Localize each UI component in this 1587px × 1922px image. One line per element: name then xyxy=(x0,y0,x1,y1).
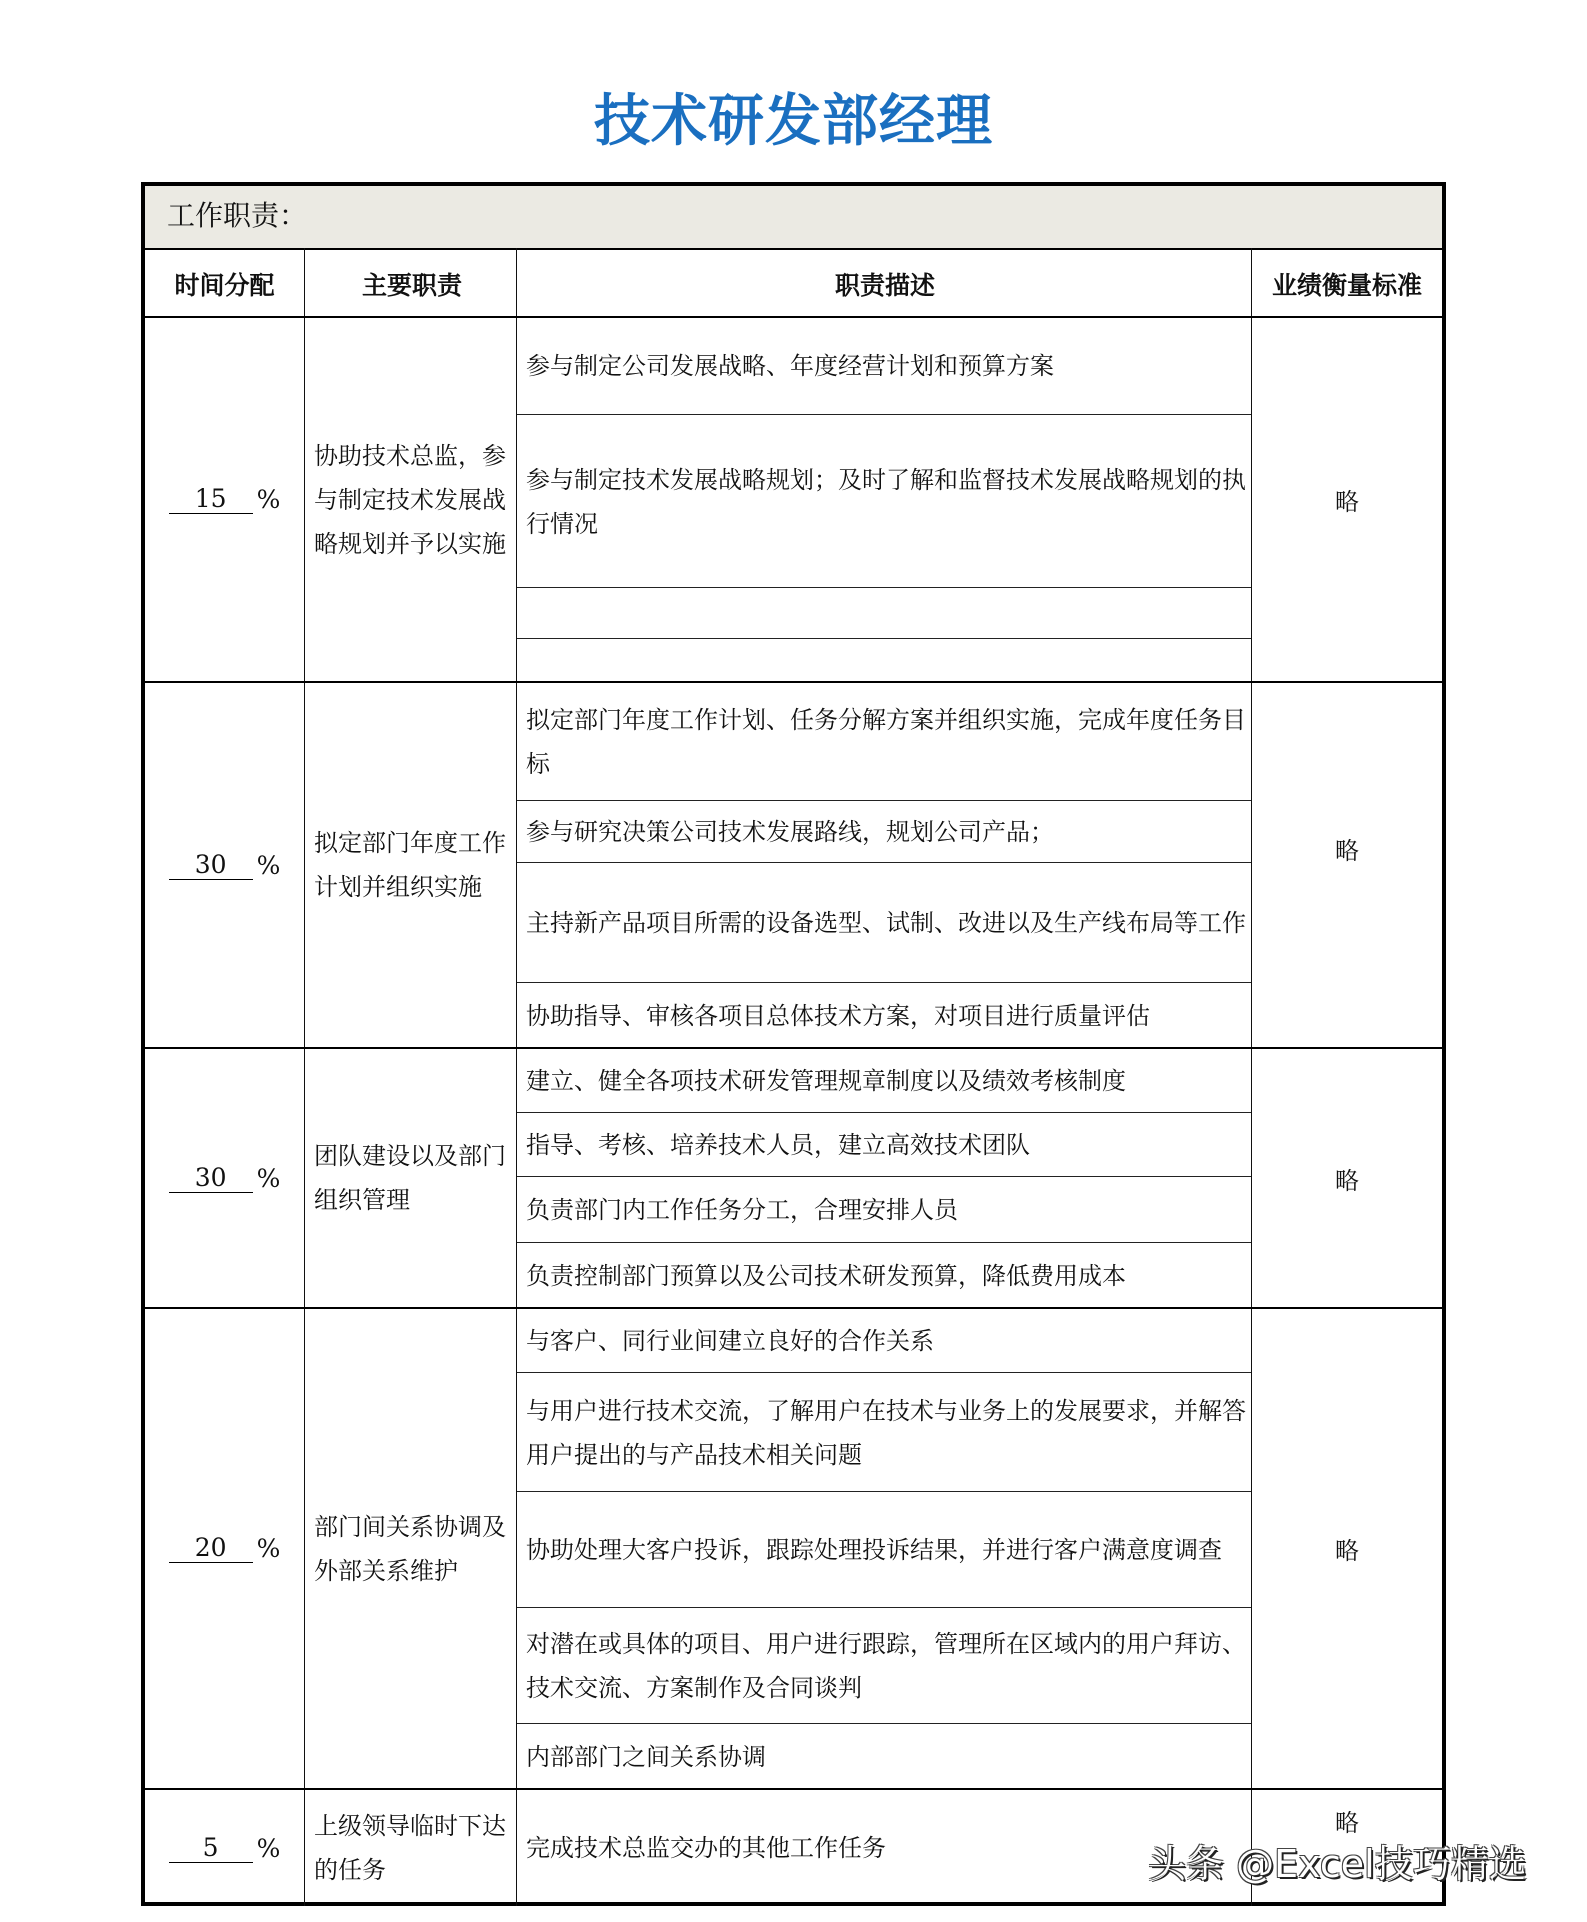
time-allocation-field xyxy=(145,1790,304,1906)
percent-value[interactable]: 30 xyxy=(169,1164,253,1193)
divider xyxy=(517,1607,1251,1608)
percent-unit: % xyxy=(256,1163,281,1193)
column-header-duty: 主要职责 xyxy=(361,271,462,300)
description-cell: 内部部门之间关系协调 xyxy=(526,1742,766,1771)
divider xyxy=(517,1112,1251,1113)
page-title: 技术研发部经理 xyxy=(594,89,993,154)
description-cell: 对潜在或具体的项目、用户进行跟踪，管理所在区域内的用户拜访、技术交流、方案制作及合同谈判 xyxy=(526,1630,1246,1702)
watermark: 头条 @Excel技巧精选 xyxy=(1148,1842,1527,1886)
description-cell: 建立、健全各项技术研发管理规章制度以及绩效考核制度 xyxy=(526,1066,1126,1095)
main-duty-cell: 协助技术总监，参与制定技术发展战略规划并予以实施 xyxy=(314,441,506,558)
description-cell: 指导、考核、培养技术人员，建立高效技术团队 xyxy=(526,1131,1030,1159)
description-cell: 拟定部门年度工作计划、任务分解方案并组织实施，完成年度任务目标 xyxy=(526,705,1246,778)
percent-unit: % xyxy=(256,850,281,880)
percent-unit: % xyxy=(256,485,281,514)
description-cell: 参与制定公司发展战略、年度经营计划和预算方案 xyxy=(526,352,1054,380)
time-allocation-field xyxy=(145,318,304,681)
performance-standard-cell: 略 xyxy=(1335,836,1359,865)
divider xyxy=(517,1176,1251,1177)
percent-value[interactable]: 15 xyxy=(169,485,253,514)
divider xyxy=(517,587,1251,588)
divider xyxy=(517,982,1251,983)
main-duty-cell: 部门间关系协调及外部关系维护 xyxy=(314,1512,506,1585)
percent-unit: % xyxy=(256,1534,281,1563)
divider xyxy=(517,862,1251,863)
time-allocation-field xyxy=(145,683,304,1047)
column-header-standard: 业绩衡量标准 xyxy=(1271,271,1422,300)
job-duties-table xyxy=(141,182,1446,1906)
percent-value[interactable]: 20 xyxy=(169,1534,253,1563)
performance-standard-cell: 略 xyxy=(1335,488,1359,516)
description-cell: 协助处理大客户投诉，跟踪处理投诉结果，并进行客户满意度调查 xyxy=(526,1536,1222,1564)
description-cell: 协助指导、审核各项目总体技术方案，对项目进行质量评估 xyxy=(526,1001,1150,1030)
divider xyxy=(517,1491,1251,1492)
description-cell: 负责控制部门预算以及公司技术研发预算，降低费用成本 xyxy=(526,1261,1126,1290)
divider xyxy=(517,1372,1251,1373)
main-duty-cell: 拟定部门年度工作计划并组织实施 xyxy=(314,829,506,901)
divider xyxy=(517,638,1251,639)
divider xyxy=(516,248,517,1906)
section-header-band xyxy=(145,186,1442,250)
performance-standard-cell: 略 xyxy=(1335,1808,1359,1837)
performance-standard-cell: 略 xyxy=(1335,1537,1359,1565)
description-cell: 参与制定技术发展战略规划；及时了解和监督技术发展战略规划的执行情况 xyxy=(526,465,1246,538)
column-header-time: 时间分配 xyxy=(174,271,275,300)
description-cell: 主持新产品项目所需的设备选型、试制、改进以及生产线布局等工作 xyxy=(526,909,1246,937)
main-duty-cell: 团队建设以及部门组织管理 xyxy=(314,1142,506,1214)
description-cell xyxy=(520,589,1252,638)
performance-standard-cell: 略 xyxy=(1335,1166,1359,1195)
column-header-description: 职责描述 xyxy=(834,271,935,300)
divider xyxy=(517,1242,1251,1243)
time-allocation-field xyxy=(145,1309,304,1788)
description-cell: 负责部门内工作任务分工，合理安排人员 xyxy=(526,1196,958,1224)
percent-value[interactable]: 30 xyxy=(169,851,253,880)
percent-value[interactable]: 5 xyxy=(169,1834,253,1863)
divider xyxy=(517,1723,1251,1724)
description-cell: 与客户、同行业间建立良好的合作关系 xyxy=(526,1326,934,1355)
description-cell: 参与研究决策公司技术发展路线，规划公司产品； xyxy=(526,818,1054,846)
section-label: 工作职责： xyxy=(167,199,308,232)
description-cell: 与用户进行技术交流，了解用户在技术与业务上的发展要求，并解答用户提出的与产品技术相关问题 xyxy=(526,1396,1246,1469)
main-duty-cell: 上级领导临时下达的任务 xyxy=(314,1812,506,1884)
divider xyxy=(304,248,305,1906)
description-cell: 完成技术总监交办的其他工作任务 xyxy=(526,1834,886,1862)
divider xyxy=(517,800,1251,801)
time-allocation-field xyxy=(145,1049,304,1307)
percent-unit: % xyxy=(256,1833,281,1863)
divider xyxy=(517,414,1251,415)
